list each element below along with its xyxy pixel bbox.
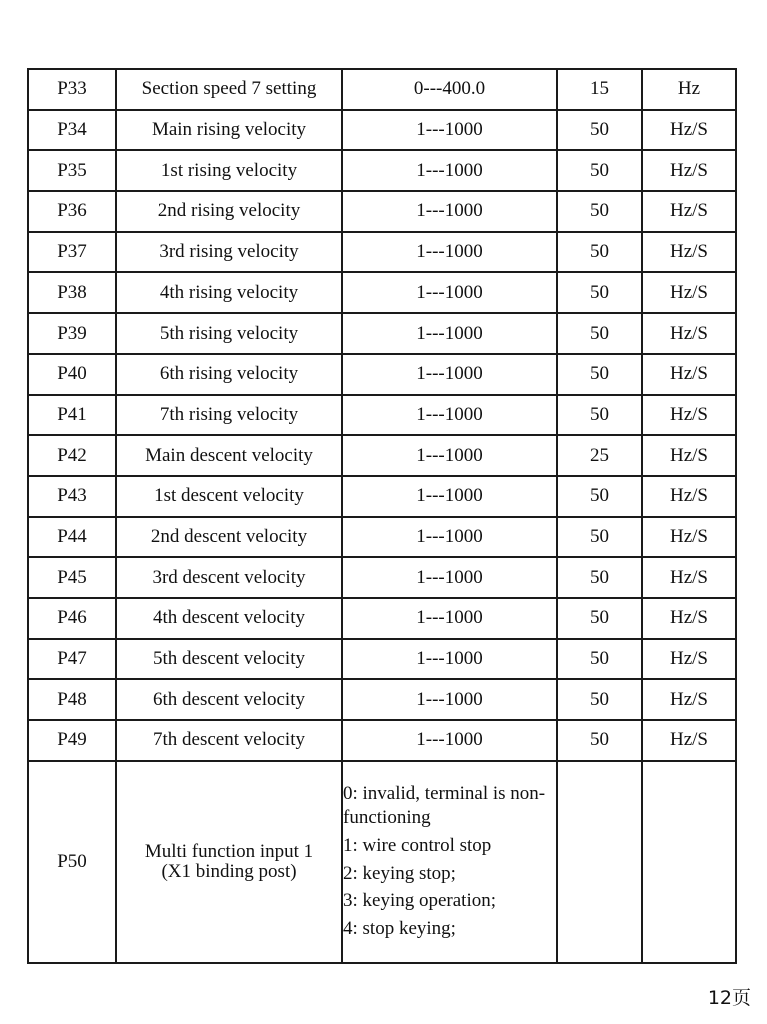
param-name: 5th descent velocity xyxy=(116,639,342,680)
param-name: 1st rising velocity xyxy=(116,150,342,191)
option-item: 4: stop keying; xyxy=(343,918,456,940)
param-code: P34 xyxy=(28,110,116,151)
table-row xyxy=(28,110,736,151)
param-default: 50 xyxy=(557,476,642,517)
param-code: P39 xyxy=(28,313,116,354)
param-code: P35 xyxy=(28,150,116,191)
param-code: P44 xyxy=(28,517,116,558)
param-name: 2nd descent velocity xyxy=(116,517,342,558)
param-code: P42 xyxy=(28,435,116,476)
param-unit: Hz/S xyxy=(642,272,736,313)
param-default: 50 xyxy=(557,598,642,639)
param-range: 1---1000 xyxy=(342,395,557,436)
param-default: 25 xyxy=(557,435,642,476)
page-number: 12页 xyxy=(707,987,751,1009)
param-code: P46 xyxy=(28,598,116,639)
table-row xyxy=(28,272,736,313)
param-range: 1---1000 xyxy=(342,435,557,476)
param-unit: Hz/S xyxy=(642,557,736,598)
param-name: 4th descent velocity xyxy=(116,598,342,639)
param-code: P43 xyxy=(28,476,116,517)
table-row xyxy=(28,69,736,110)
param-unit: Hz/S xyxy=(642,639,736,680)
param-range: 1---1000 xyxy=(342,150,557,191)
param-unit: Hz/S xyxy=(642,110,736,151)
table-row xyxy=(28,395,736,436)
table-row xyxy=(28,150,736,191)
param-unit: Hz/S xyxy=(642,679,736,720)
table-row xyxy=(28,313,736,354)
param-name: Section speed 7 setting xyxy=(116,69,342,110)
param-code: P49 xyxy=(28,720,116,761)
param-name: 5th rising velocity xyxy=(116,313,342,354)
option-item: 1: wire control stop xyxy=(343,834,492,856)
param-unit: Hz/S xyxy=(642,395,736,436)
param-code: P50 xyxy=(28,761,116,963)
param-range: 1---1000 xyxy=(342,110,557,151)
param-unit: Hz/S xyxy=(642,150,736,191)
param-name-line1: Multi function input 1 xyxy=(144,840,314,862)
table-row xyxy=(28,679,736,720)
param-default: 50 xyxy=(557,272,642,313)
param-default: 50 xyxy=(557,517,642,558)
param-default: 50 xyxy=(557,639,642,680)
table-row xyxy=(28,720,736,761)
table-row xyxy=(28,435,736,476)
param-code: P38 xyxy=(28,272,116,313)
table-row xyxy=(28,517,736,558)
param-range: 1---1000 xyxy=(342,313,557,354)
param-code: P48 xyxy=(28,679,116,720)
option-item: 3: keying operation; xyxy=(343,890,497,912)
param-range: 1---1000 xyxy=(342,232,557,273)
table-row xyxy=(28,232,736,273)
param-unit: Hz/S xyxy=(642,517,736,558)
table-row xyxy=(28,191,736,232)
table-row xyxy=(28,557,736,598)
param-range: 1---1000 xyxy=(342,272,557,313)
param-default: 50 xyxy=(557,313,642,354)
param-unit: Hz/S xyxy=(642,191,736,232)
param-unit: Hz/S xyxy=(642,720,736,761)
table-row xyxy=(28,639,736,680)
param-default: 15 xyxy=(557,69,642,110)
table-row xyxy=(28,476,736,517)
param-unit: Hz/S xyxy=(642,313,736,354)
param-unit: Hz/S xyxy=(642,354,736,395)
option-item: 2: keying stop; xyxy=(343,862,456,884)
param-unit: Hz/S xyxy=(642,435,736,476)
param-range: 1---1000 xyxy=(342,354,557,395)
param-name: 3rd rising velocity xyxy=(116,232,342,273)
param-name: Main descent velocity xyxy=(116,435,342,476)
param-range: 1---1000 xyxy=(342,517,557,558)
param-name-line2: (X1 binding post) xyxy=(161,860,297,882)
param-code: P41 xyxy=(28,395,116,436)
param-name: 7th rising velocity xyxy=(116,395,342,436)
param-default: 50 xyxy=(557,395,642,436)
param-name: 2nd rising velocity xyxy=(116,191,342,232)
param-name: 4th rising velocity xyxy=(116,272,342,313)
table-row xyxy=(28,598,736,639)
param-default: 50 xyxy=(557,720,642,761)
param-range: 1---1000 xyxy=(342,639,557,680)
param-default: 50 xyxy=(557,354,642,395)
param-code: P40 xyxy=(28,354,116,395)
param-default: 50 xyxy=(557,191,642,232)
parameter-table xyxy=(27,68,737,964)
param-range: 1---1000 xyxy=(342,476,557,517)
param-range: 1---1000 xyxy=(342,720,557,761)
param-range: 1---1000 xyxy=(342,557,557,598)
param-name: 6th descent velocity xyxy=(116,679,342,720)
param-name: 3rd descent velocity xyxy=(116,557,342,598)
param-code: P47 xyxy=(28,639,116,680)
param-default: 50 xyxy=(557,232,642,273)
param-code: P37 xyxy=(28,232,116,273)
param-unit xyxy=(642,761,736,963)
table-row-p50 xyxy=(28,761,736,963)
param-unit: Hz/S xyxy=(642,232,736,273)
param-code: P36 xyxy=(28,191,116,232)
param-range: 1---1000 xyxy=(342,598,557,639)
option-item: 0: invalid, terminal is non-functioning xyxy=(343,783,546,829)
param-default: 50 xyxy=(557,679,642,720)
table-row xyxy=(28,354,736,395)
param-name: 7th descent velocity xyxy=(116,720,342,761)
param-code: P45 xyxy=(28,557,116,598)
param-range: 1---1000 xyxy=(342,191,557,232)
param-default: 50 xyxy=(557,150,642,191)
param-name xyxy=(116,761,342,963)
param-unit: Hz/S xyxy=(642,598,736,639)
param-range: 1---1000 xyxy=(342,679,557,720)
param-default: 50 xyxy=(557,557,642,598)
param-name: 1st descent velocity xyxy=(116,476,342,517)
param-unit: Hz xyxy=(642,69,736,110)
param-name: 6th rising velocity xyxy=(116,354,342,395)
param-default: 50 xyxy=(557,110,642,151)
parameter-table-body xyxy=(28,69,736,963)
param-name: Main rising velocity xyxy=(116,110,342,151)
param-default xyxy=(557,761,642,963)
param-unit: Hz/S xyxy=(642,476,736,517)
param-range: 0---400.0 xyxy=(342,69,557,110)
param-code: P33 xyxy=(28,69,116,110)
param-options xyxy=(342,761,557,963)
